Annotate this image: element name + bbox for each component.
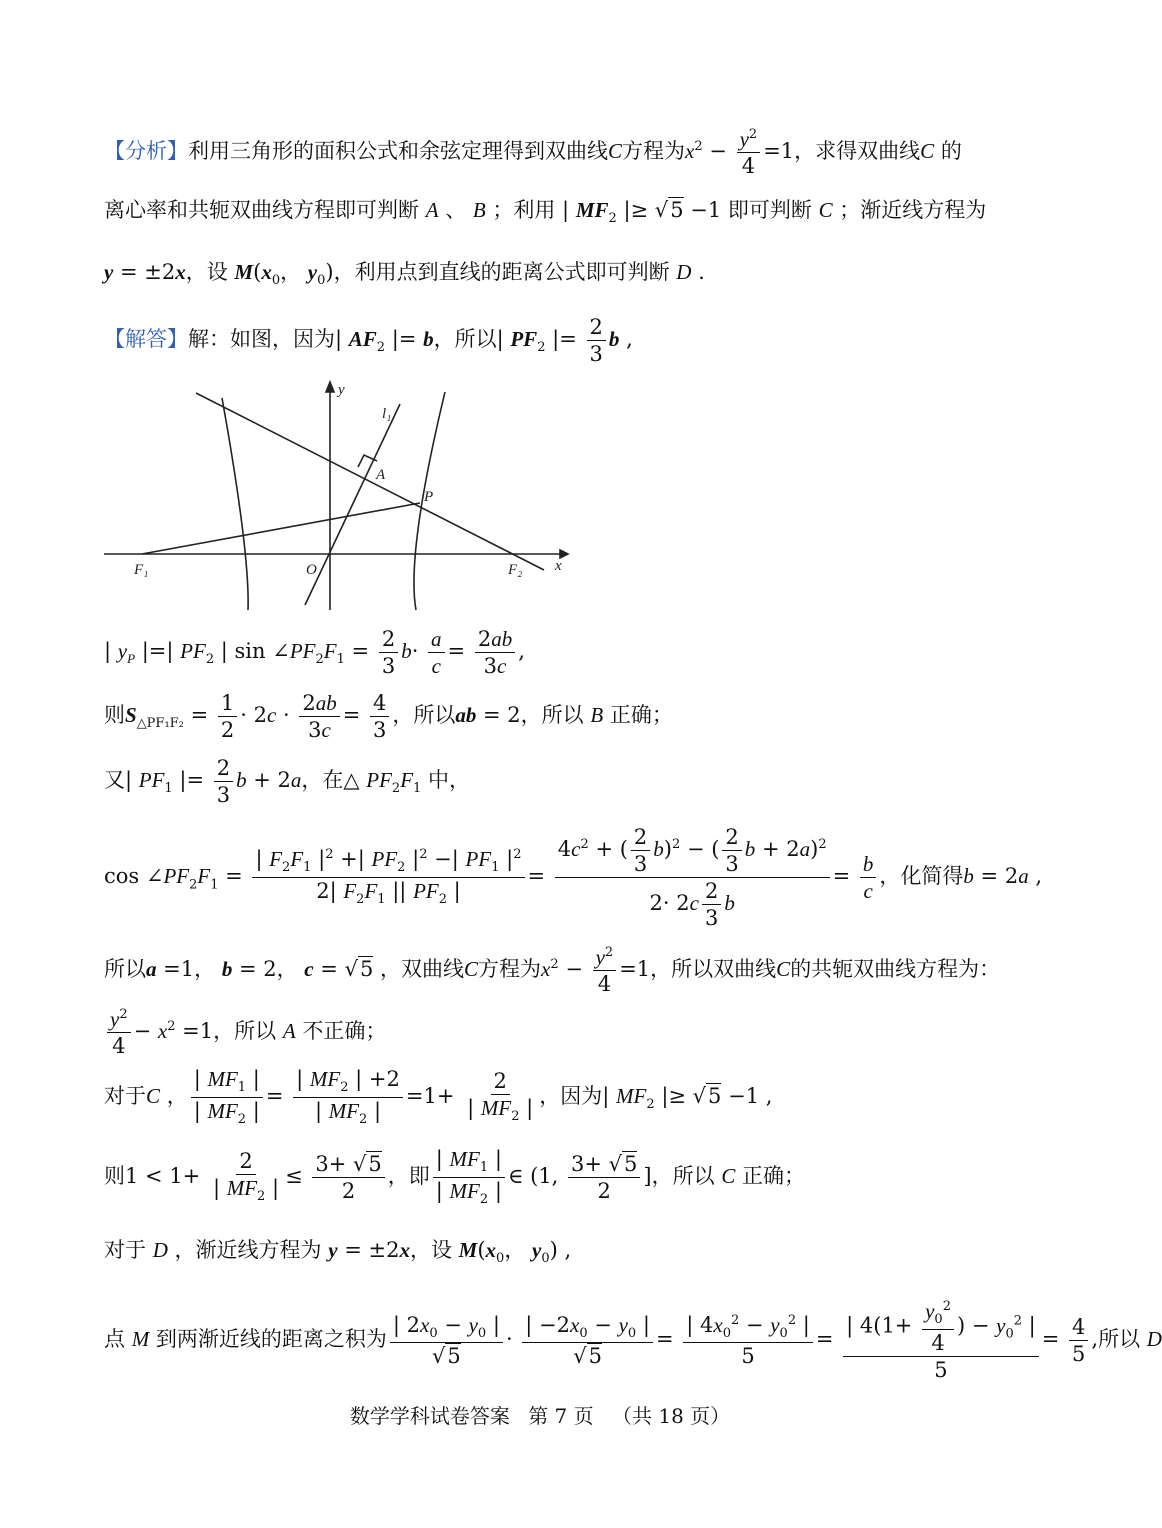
solution-tag: 【解答】 [104,327,188,352]
solution-step-cosine: $\cos \angle PF_2F_1$ = $\frac{| F_2F_1 |^2 +| PF_2 |^2 -| PF_1 |^2}{2| F_2F_1 || PF_2 |}$ = $4c^2$ + ( $\frac{2}{3}$ b)$^2$ − ( $\frac{2}{3}$ b + 2a)$^2$ 2· 2c $\frac{2}{3}$ b = $\frac{b}{c}$ ，化简得b = 2a , [104,825,1043,931]
label-x: x [555,558,562,574]
solution-step-conjugate: $\frac{y^2}{4}$ − $x^2 =1$，所以 A 不正确； [104,1008,980,1057]
hyperbola-figure [100,378,570,613]
footer-page: 第 7 页 [528,1404,594,1428]
label-O: O [306,562,317,578]
solution-step-yp: | $y_P$ |=| $PF_2$ | $\sin \angle PF_2F_1$ = $\frac{2}{3}$ b· $\frac{a}{c}$ = $\frac{2ab}{3c}$ , [104,627,525,679]
solution-step-area: 则$S_{\triangle PF_1F_2}$ = $\frac{1}{2}$ · 2c · $\frac{2ab}{3c}$ = $\frac{4}{3}$ ，所以ab = 2，所以 B 正确； [104,691,673,743]
label-F2: F₂ [508,562,523,578]
page-footer [0,1400,1080,1429]
solution-step-pf1: 又| $PF_1$ |= $\frac{2}{3}$ b + 2a，在△ $PF_2F_1$ 中， [104,756,470,808]
analysis-line-1: 【分析】利用三角形的面积公式和余弦定理得到双曲线C方程为$x^2$ − $\frac{y^2}{4}$ =1，求得双曲线C 的 [104,127,962,179]
solution-step-distance: 点 M 到两渐近线的距离之积为 $\frac{| 2x_0 - y_0 |}{√5}$ · $\frac{| -2x_0 - y_0 |}{√5}$ = $\frac{| 4x_0^2 - y_0^2 |}{5}$ = | 4(1+ $\frac{y_0^2}{4}$ ) − $y_0^2$ | 5 = $\frac{4}{5}$ ,所以 D [104,1299,1162,1382]
label-P: P [424,489,434,505]
analysis-tag: 【分析】 [104,139,188,164]
solution-step-d: 对于 D ，渐近线方程为 y = ±2x，设 $M(x_0$， $y_0$) , [104,1238,572,1267]
analysis-line-2: 离心率和共轭双曲线方程即可判断 A 、 B ；利用 | $MF_2$ |≥ √5 −1 即可判断 C ；渐近线方程为 [104,198,987,227]
footer-total: （共 18 页） [612,1404,731,1428]
analysis-line-3: y = ±2x，设 $M(x_0$， $y_0$)，利用点到直线的距离公式即可判断 D . [104,260,705,289]
solution-line-1: 【解答】解：如图，因为| $AF_2$ |= b，所以| $PF_2$ |= $\frac{2}{3}$ b , [104,315,633,367]
label-F1: F₁ [134,562,149,578]
label-y: y [338,382,345,398]
solution-step-c: 对于C ， $\frac{| MF_1 |}{| MF_2 |}$ = $\frac{| MF_2 | +2}{| MF_2 |}$ =1+ $\frac{2}{| MF_2 |}$ ，因为| $MF_2$ |≥ √5 −1 , [104,1067,773,1128]
solution-step-c-range: 则1 < 1+ $\frac{2}{| MF_2 |}$ ≤ $\frac{3+ √5}{2}$ ，即 $\frac{| MF_1 |}{| MF_2 |}$ ∈ (1, $\frac{3+ √5}{2}$ ]，所以 C 正确； [104,1147,806,1208]
label-l1: l₁ [382,406,392,422]
label-A: A [376,467,386,483]
solution-step-values: 所以a =1， b = 2， c = √5 ，双曲线C方程为$x^2$ − $\frac{y^2}{4}$ =1，所以双曲线C的共轭双曲线方程为： [104,945,1001,997]
footer-subject: 数学学科试卷答案 [349,1404,510,1428]
